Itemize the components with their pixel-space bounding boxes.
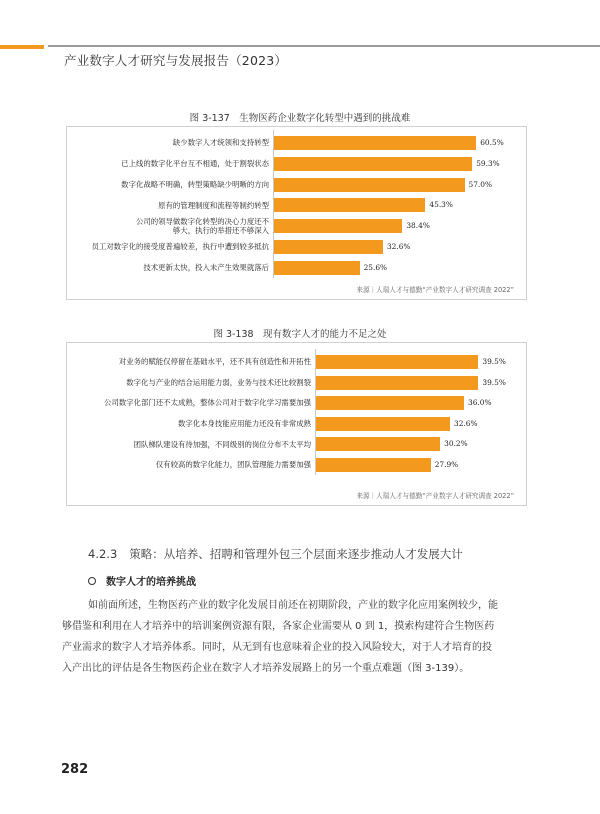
fig138-category-label-line: 公司数字化部门还不太成熟，整体公司对于数字化学习需要加强 <box>104 398 311 408</box>
header-accent-bar <box>0 45 44 49</box>
fig138-category-label <box>71 378 311 388</box>
subsection-title: 数字人才的培养挑战 <box>106 577 196 588</box>
fig138-bar <box>316 355 478 369</box>
paragraph-line-3: 产业需求的数字人才培养体系。同时，从无到有也意味着企业的投入风险较大，对于人才培育的投 <box>62 642 492 653</box>
figure-138-chart <box>66 342 527 506</box>
fig138-category-label <box>71 460 311 470</box>
fig137-category-label <box>69 242 269 252</box>
fig137-value-label: 25.6% <box>363 262 388 272</box>
fig138-category-label-line: 仅有较高的数字化能力，团队管理能力需要加强 <box>155 460 311 470</box>
fig137-category-label <box>69 263 269 273</box>
fig137-category-label <box>69 180 269 190</box>
fig137-category-label <box>69 159 269 169</box>
fig137-bar <box>274 157 472 171</box>
fig137-bar <box>274 136 476 150</box>
fig137-bar <box>274 198 425 212</box>
fig137-value-label: 38.4% <box>406 221 430 231</box>
fig138-category-label-line: 团队梯队建设有待加强，不同级别的岗位分布不太平均 <box>133 439 311 449</box>
fig137-bar <box>274 219 402 233</box>
fig137-category-label-line: 够大，执行的举措还不够深入 <box>172 226 269 236</box>
fig138-category-label <box>71 419 311 429</box>
header-rule <box>48 45 600 47</box>
fig137-value-label: 60.5% <box>480 138 504 147</box>
figure-137-chart <box>66 126 527 300</box>
figure-138-source: 来源｜人瑞人才与德勤“产业数字人才研究调查 2022” <box>356 492 514 500</box>
fig137-category-label-line: 技术更新太快，投入未产生效果就落后 <box>143 263 269 273</box>
fig137-bar <box>274 178 465 192</box>
fig138-category-label-line: 数字化本身技能应用能力还没有非常成熟 <box>177 419 311 429</box>
figure-138-title: 图 3-138 现有数字人才的能力不足之处 <box>213 329 387 340</box>
fig138-category-label-line: 数字化与产业的结合运用能力弱，业务与技术还比较割裂 <box>126 377 311 387</box>
subsection-bullet <box>88 573 196 588</box>
fig138-value-label: 39.5% <box>482 357 506 366</box>
fig137-category-label-line: 员工对数字化的接受度普遍较差，执行中遭到较多抵抗 <box>91 242 269 252</box>
circle-bullet-icon <box>88 577 96 585</box>
fig138-category-label <box>71 440 311 450</box>
page-number: 282 <box>61 762 89 777</box>
fig138-value-label: 36.0% <box>468 398 492 408</box>
figure-137-source: 来源｜人瑞人才与德勤“产业数字人才研究调查 2022” <box>356 286 514 294</box>
fig137-value-label: 32.6% <box>386 242 411 251</box>
section-number: 4.2.3 <box>88 547 118 561</box>
fig138-category-label <box>71 398 311 408</box>
fig138-category-label <box>71 357 311 367</box>
section-heading <box>88 546 463 562</box>
running-header-title: 产业数字人才研究与发展报告（2023） <box>64 53 288 68</box>
fig137-value-label: 45.3% <box>429 200 453 210</box>
figure-137-title: 图 3-137 生物医药企业数字化转型中遇到的挑战难 <box>189 113 411 124</box>
section-title: 策略：从培养、招聘和管理外包三个层面来逐步推动人才发展大计 <box>129 547 463 561</box>
fig137-bar <box>274 240 383 254</box>
fig138-value-label: 39.5% <box>482 377 506 387</box>
paragraph-line-2: 够借鉴和利用在人才培养中的培训案例资源有限，各家企业需要从 0 到 1，摸索构建符合生物医药 <box>62 621 495 632</box>
fig138-bar <box>316 417 450 431</box>
fig138-bar <box>316 437 440 451</box>
fig137-category-label-line: 缺少数字人才统领和支持转型 <box>172 138 269 148</box>
fig137-category-label-line: 数字化战略不明确，转型策略缺少明晰的方向 <box>121 179 269 189</box>
fig138-value-label: 30.2% <box>444 439 468 449</box>
fig137-bar <box>274 261 360 275</box>
fig137-category-label <box>69 201 269 211</box>
fig138-bar <box>316 396 464 410</box>
fig138-bar <box>316 458 431 472</box>
fig138-value-label: 32.6% <box>454 418 478 428</box>
fig138-bar <box>316 376 478 390</box>
fig137-category-label-line: 原有的管理制度和流程等制约转型 <box>158 200 269 210</box>
fig137-category-label <box>69 217 269 236</box>
paragraph-line-1: 如前面所述，生物医药产业的数字化发展目前还在初期阶段，产业的数字化应用案例较少，能 <box>88 600 498 611</box>
fig137-category-label-line: 已上线的数字化平台互不相通，处于割裂状态 <box>121 159 269 169</box>
fig137-value-label: 57.0% <box>468 179 493 189</box>
fig137-category-label <box>69 138 269 148</box>
paragraph-line-4: 入产出比的评估是各生物医药企业在数字人才培养发展路上的另一个重点难题（图 3-139）。 <box>62 663 470 674</box>
fig138-value-label: 27.9% <box>434 460 459 469</box>
fig137-value-label: 59.3% <box>476 158 500 168</box>
fig138-category-label-line: 对业务的赋能仅停留在基础水平，还不具有创造性和开拓性 <box>118 357 311 367</box>
fig137-category-label-line: 公司的领导做数字化转型的决心力度还不 <box>135 216 269 226</box>
